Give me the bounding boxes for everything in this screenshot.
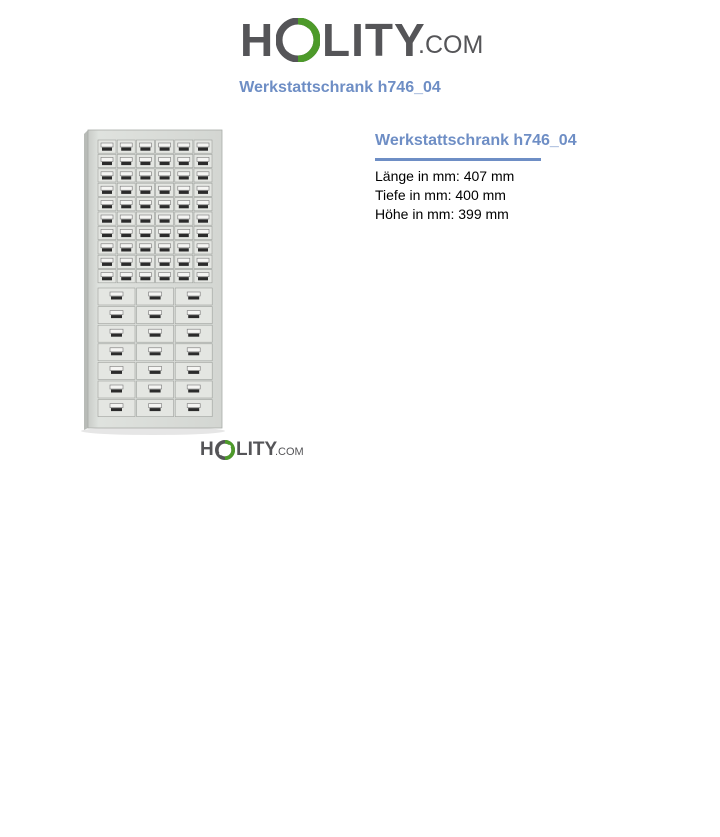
spec-height: Höhe in mm: 399 mm bbox=[375, 206, 509, 222]
logo-o-icon bbox=[215, 440, 235, 460]
logo-o-icon bbox=[276, 18, 320, 62]
product-heading: Werkstattschrank h746_04 bbox=[375, 132, 577, 149]
workshop-cabinet-image bbox=[78, 128, 228, 438]
logo-letter-h: H bbox=[200, 439, 214, 460]
holity-logo-small[interactable] bbox=[200, 438, 304, 462]
product-info bbox=[375, 131, 695, 224]
logo-com: .COM bbox=[275, 446, 304, 458]
holity-logo[interactable] bbox=[240, 12, 482, 68]
logo-letters-lity: LITY bbox=[236, 439, 278, 460]
page-title: Werkstattschrank h746_04 bbox=[239, 79, 441, 96]
spec-depth: Tiefe in mm: 400 mm bbox=[375, 187, 506, 203]
spec-length: Länge in mm: 407 mm bbox=[375, 168, 515, 184]
logo-com: .COM bbox=[418, 31, 484, 59]
logo-letters-lity: LITY bbox=[322, 14, 426, 66]
heading-underline bbox=[375, 158, 541, 161]
logo-letter-h: H bbox=[240, 14, 275, 66]
